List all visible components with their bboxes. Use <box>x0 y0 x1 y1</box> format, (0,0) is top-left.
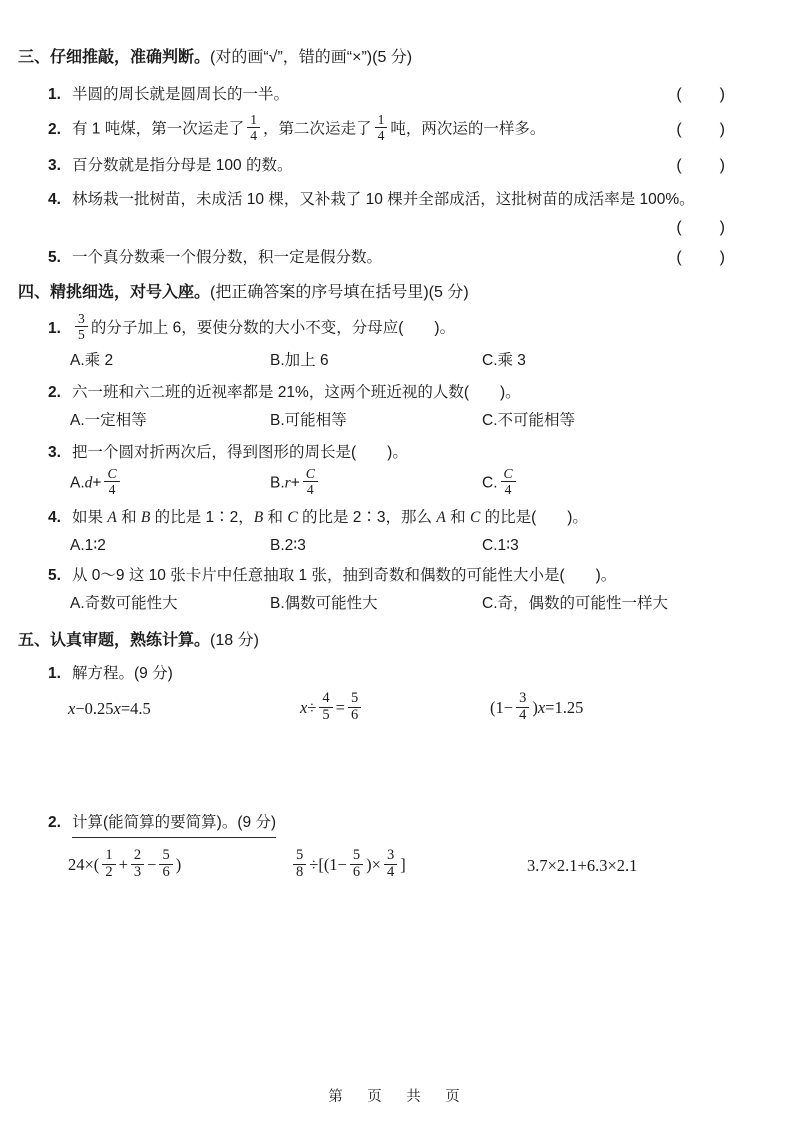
judgment-item-3 <box>18 155 727 177</box>
expression-2: $\frac{5}{8}$ ÷[(1− $\frac{5}{6}$ )× $\frac{3}{4}$ ] <box>290 850 527 883</box>
choice-item-4-options <box>18 535 727 557</box>
question-number: 3. <box>48 444 61 461</box>
choice-item-5 <box>18 565 727 587</box>
question-text: 林场栽一批树苗，未成活 10 棵，又补栽了 10 棵并全部成活，这批树苗的成活率是 100%。 <box>72 191 695 208</box>
judgment-item-4 <box>18 189 727 211</box>
option-b: B.2∶3 <box>270 537 306 554</box>
section-judgment-title <box>18 46 727 70</box>
question-number: 2. <box>48 813 61 831</box>
work-space <box>18 726 727 812</box>
choice-item-1 <box>18 313 727 344</box>
option-a: A.奇数可能性大 <box>70 595 178 612</box>
judgment-item-1 <box>18 84 727 106</box>
subquestion-label: 计算(能简算的要简算)。(9 分) <box>72 812 276 838</box>
section-title-main: 五、认真审题，熟练计算。 <box>18 632 211 649</box>
question-number: 1. <box>48 319 61 337</box>
expression-3: 3.7×2.1+6.3×2.1 <box>527 856 638 876</box>
question-text: 一个真分数乘一个假分数，积一定是假分数。 <box>72 249 383 266</box>
answer-blank: ( ) <box>676 157 727 174</box>
question-text: 六一班和六二班的近视率都是 21%，这两个班近视的人数( )。 <box>72 384 521 401</box>
section-calculation-title <box>18 629 727 653</box>
judgment-item-2 <box>18 114 727 145</box>
section-title-main: 三、仔细推敲，准确判断。 <box>18 49 211 66</box>
question-text: 半圆的周长就是圆周长的一半。 <box>72 86 290 103</box>
section-title-note: (18 分) <box>210 632 259 649</box>
option-a: A.乘 2 <box>70 352 114 369</box>
equation-1: x−0.25x=4.5 <box>68 699 151 719</box>
equation-3: (1− $\frac{3}{4}$ )x=1.25 <box>490 690 584 723</box>
question-number: 5. <box>48 249 61 266</box>
choice-item-3 <box>18 442 727 464</box>
option-c: C.奇，偶数的可能性一样大 <box>482 595 669 612</box>
question-text: 把一个圆对折两次后，得到图形的周长是( )。 <box>72 444 408 461</box>
option-c: C.不可能相等 <box>482 412 576 429</box>
option-a: A.d+ $\frac{C}{4}$ <box>70 468 270 499</box>
judgment-item-4-answer-row <box>18 217 727 239</box>
question-number: 4. <box>48 509 61 526</box>
choice-item-5-options <box>18 593 727 615</box>
question-number: 3. <box>48 157 61 174</box>
option-c: C.乘 3 <box>482 352 526 369</box>
subquestion-label: 解方程。(9 分) <box>72 665 173 682</box>
choice-item-1-options <box>18 350 727 372</box>
question-number: 2. <box>48 384 61 401</box>
option-b: B.偶数可能性大 <box>270 595 378 612</box>
choice-item-2-options <box>18 410 727 432</box>
answer-blank: ( ) <box>676 86 727 103</box>
option-c: C.1∶3 <box>482 537 519 554</box>
answer-blank: ( ) <box>676 219 727 236</box>
expression-1: 24×( $\frac{1}{2}$ + $\frac{2}{3}$ − $\frac{5}{6}$ ) <box>68 846 182 880</box>
question-text: 如果 A 和 B 的比是 1∶2，B 和 C 的比是 2∶3，那么 A 和 C 的比是( )。 <box>72 509 588 526</box>
question-number: 1. <box>48 86 61 103</box>
option-a: A.一定相等 <box>70 412 147 429</box>
option-c: C. $\frac{C}{4}$ <box>482 468 727 499</box>
subquestion-calculate <box>18 812 727 838</box>
section-title-note: (把正确答案的序号填在括号里)(5 分) <box>210 284 469 301</box>
choice-item-4 <box>18 507 727 529</box>
answer-blank: ( ) <box>676 249 727 266</box>
subquestion-solve-equations <box>18 663 727 685</box>
option-b: B.r+ $\frac{C}{4}$ <box>270 468 482 499</box>
question-text: $\frac{3}{5}$ 的分子加上 6，要使分数的大小不变，分母应( )。 <box>72 313 455 344</box>
option-a: A.1∶2 <box>70 537 106 554</box>
page-footer: 第 页 共 页 <box>328 1089 465 1105</box>
choice-item-2 <box>18 382 727 404</box>
question-text: 从 0～9 这 10 张卡片中任意抽取 1 张，抽到奇数和偶数的可能性大小是( )。 <box>72 567 617 584</box>
choice-item-3-options <box>18 468 727 499</box>
option-b: B.可能相等 <box>270 412 347 429</box>
question-number: 1. <box>48 665 61 682</box>
question-number: 2. <box>48 120 61 138</box>
section-title-note: (对的画“√”，错的画“×”)(5 分) <box>210 49 413 66</box>
equation-2: x÷ $\frac{4}{5}$ = $\frac{5}{6}$ <box>300 693 490 726</box>
equations-row <box>18 690 727 726</box>
section-choice-title <box>18 281 727 305</box>
judgment-item-5 <box>18 247 727 269</box>
question-number: 4. <box>48 191 61 208</box>
section-title-main: 四、精挑细选，对号入座。 <box>18 284 211 301</box>
expressions-row <box>18 846 727 883</box>
question-text: 百分数就是指分母是 100 的数。 <box>72 157 293 174</box>
question-text: 有 1 吨煤，第一次运走了 $\frac{1}{4}$ ，第二次运走了 $\frac{1}{4}$ 吨，两次运的一样多。 <box>72 112 546 143</box>
option-b: B.加上 6 <box>270 352 329 369</box>
question-number: 5. <box>48 567 61 584</box>
answer-blank: ( ) <box>676 120 727 138</box>
